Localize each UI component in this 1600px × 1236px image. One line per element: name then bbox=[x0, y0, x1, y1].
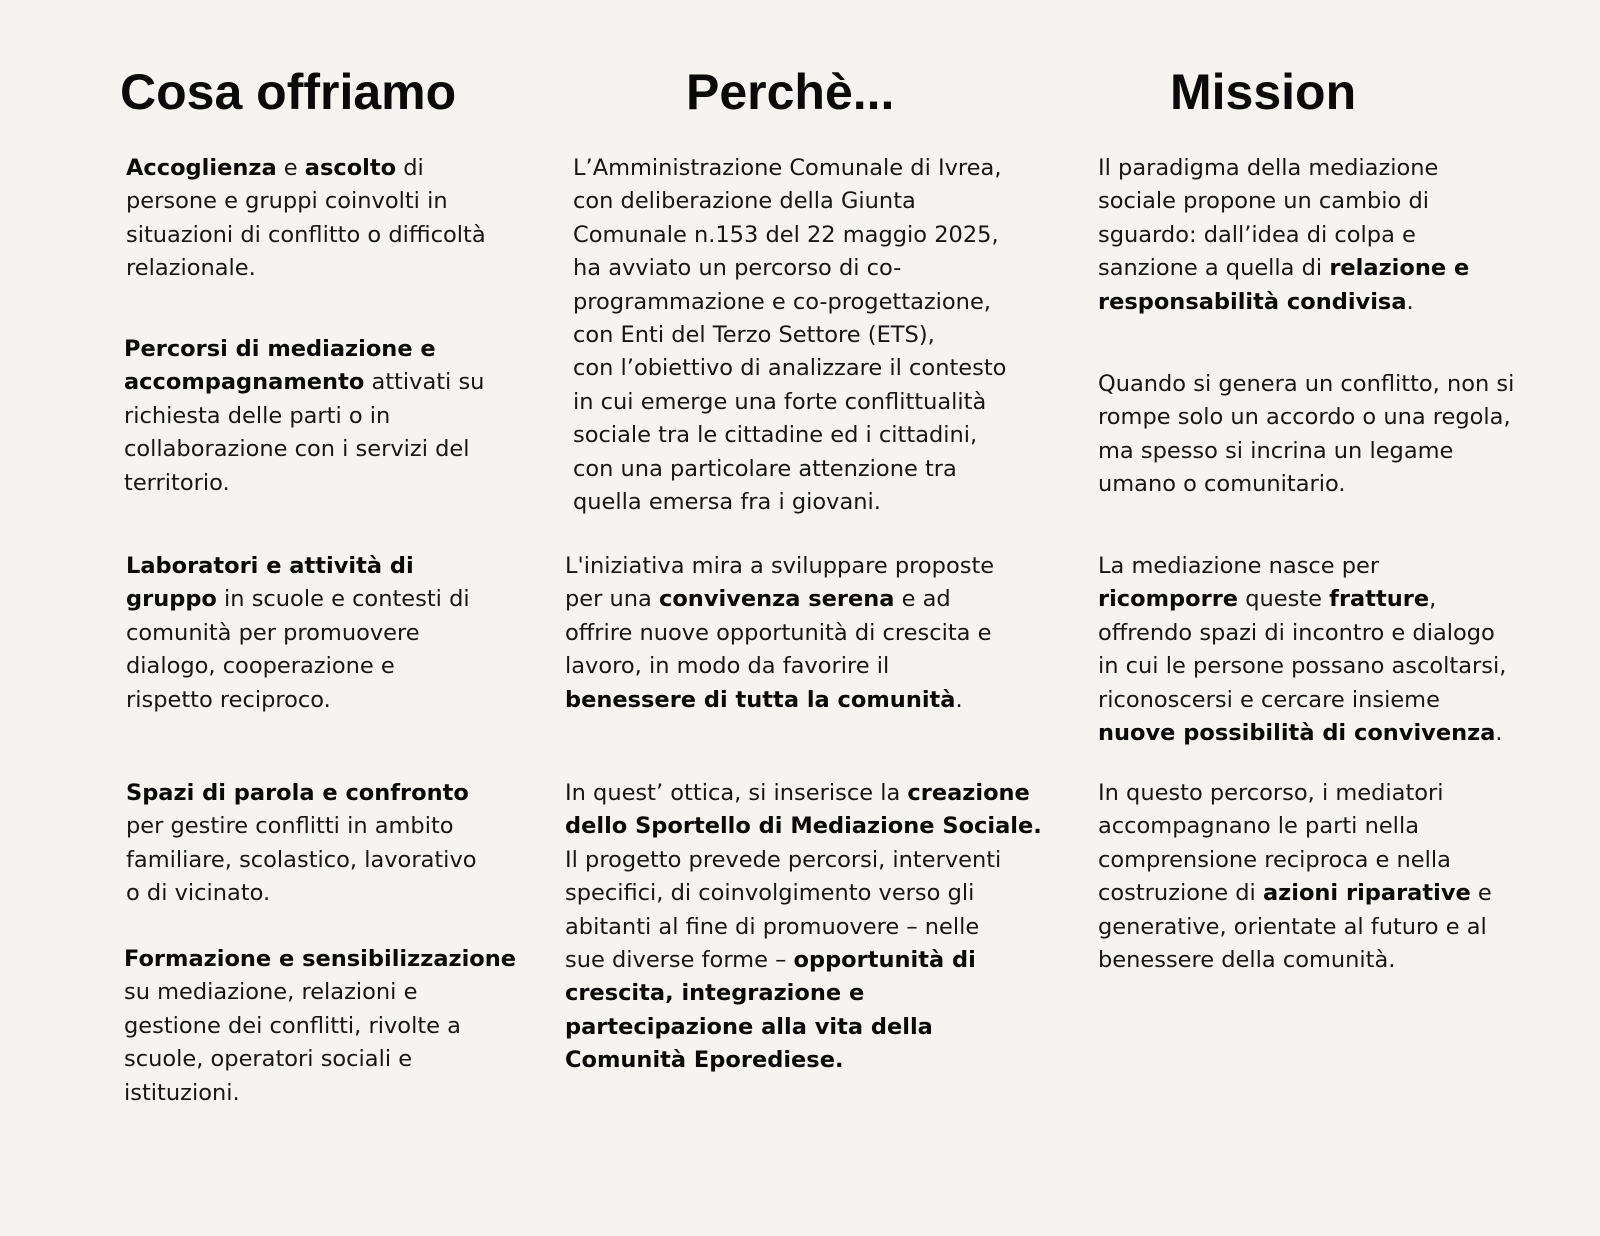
text-line bbox=[573, 486, 1006, 519]
text-line bbox=[1098, 252, 1469, 285]
text-run: per una bbox=[565, 586, 659, 613]
bold-text-run: partecipazione alla vita della bbox=[565, 1013, 933, 1040]
text-line bbox=[1098, 684, 1506, 717]
text-line bbox=[1098, 401, 1514, 434]
text-run: costruzione di bbox=[1098, 880, 1263, 907]
text-run: istituzioni. bbox=[124, 1079, 240, 1106]
bold-text-run: creazione bbox=[907, 780, 1030, 806]
why-paragraph-amministrazione bbox=[573, 152, 1006, 519]
bold-text-run: ascolto bbox=[304, 155, 397, 181]
text-run: programmazione e co-progettazione, bbox=[573, 288, 991, 315]
text-line bbox=[126, 877, 477, 910]
bold-text-run: responsabilità condivisa bbox=[1098, 288, 1407, 315]
text-run: collaborazione con i servizi del bbox=[124, 436, 470, 463]
text-line bbox=[565, 1044, 1042, 1077]
text-run: o di vicinato. bbox=[126, 880, 271, 907]
text-run: per gestire conflitti in ambito bbox=[126, 813, 454, 840]
text-line bbox=[573, 319, 1006, 352]
text-run: in scuole e contesti di bbox=[216, 586, 470, 613]
text-line bbox=[573, 419, 1006, 452]
bold-text-run: crescita, integrazione e bbox=[565, 980, 865, 1007]
text-line bbox=[565, 777, 1042, 810]
text-run: comunità per promuovere bbox=[126, 619, 420, 646]
text-line bbox=[573, 453, 1006, 486]
text-line bbox=[565, 844, 1042, 877]
text-line bbox=[573, 352, 1006, 385]
text-run: quella emersa fra i giovani. bbox=[573, 489, 881, 516]
text-run: in cui le persone possano ascoltarsi, bbox=[1098, 653, 1507, 680]
text-line bbox=[126, 777, 477, 810]
text-line bbox=[573, 286, 1006, 319]
text-line bbox=[124, 1077, 516, 1110]
text-line bbox=[124, 976, 516, 1009]
text-line bbox=[573, 185, 1006, 218]
text-line bbox=[565, 550, 994, 583]
text-run: situazioni di conflitto o difficoltà bbox=[126, 221, 486, 248]
bold-text-run: benessere di tutta la comunità bbox=[565, 686, 956, 713]
text-line bbox=[126, 617, 470, 650]
text-line bbox=[565, 944, 1042, 977]
text-line bbox=[1098, 468, 1514, 501]
text-line bbox=[126, 844, 477, 877]
text-line bbox=[1098, 152, 1469, 185]
text-run: L'iniziativa mira a sviluppare proposte bbox=[565, 553, 995, 579]
text-line bbox=[124, 1043, 516, 1076]
offer-paragraph-laboratori bbox=[126, 550, 470, 717]
text-run: In questo percorso, i mediatori bbox=[1098, 780, 1444, 806]
text-run: generative, orientate al futuro e al bbox=[1098, 913, 1487, 940]
text-line bbox=[1098, 717, 1506, 750]
text-run: abitanti al fine di promuovere – nelle bbox=[565, 913, 980, 940]
text-line bbox=[1098, 777, 1492, 810]
text-line bbox=[126, 550, 470, 583]
text-line bbox=[1098, 550, 1506, 583]
text-line bbox=[126, 650, 470, 683]
text-run: . bbox=[1406, 288, 1414, 315]
bold-text-run: nuove possibilità di convivenza bbox=[1098, 720, 1496, 747]
text-line bbox=[126, 219, 486, 252]
text-run: Comunale n.153 del 22 maggio 2025, bbox=[573, 221, 999, 248]
text-line bbox=[124, 467, 484, 500]
text-line bbox=[565, 583, 994, 616]
heading-perche: Perchè... bbox=[686, 64, 895, 120]
text-run: . bbox=[955, 686, 963, 713]
text-line bbox=[1098, 583, 1506, 616]
text-line bbox=[565, 810, 1042, 843]
text-run: sanzione a quella di bbox=[1098, 255, 1330, 282]
text-line bbox=[573, 252, 1006, 285]
bold-text-run: ricomporre bbox=[1098, 586, 1239, 613]
offer-paragraph-formazione bbox=[124, 943, 516, 1110]
text-line bbox=[573, 152, 1006, 185]
text-line bbox=[126, 583, 470, 616]
bold-text-run: accompagnamento bbox=[124, 369, 365, 396]
text-run: gestione dei conflitti, rivolte a bbox=[124, 1012, 461, 1039]
text-line bbox=[573, 219, 1006, 252]
text-run: rompe solo un accordo o una regola, bbox=[1098, 404, 1511, 431]
bold-text-run: azioni riparative bbox=[1262, 880, 1471, 907]
text-line bbox=[565, 877, 1042, 910]
text-run: in cui emerge una forte conflittualità bbox=[573, 388, 987, 415]
text-line bbox=[126, 185, 486, 218]
text-run: con Enti del Terzo Settore (ETS), bbox=[573, 322, 935, 349]
text-line bbox=[1098, 877, 1492, 910]
text-line bbox=[1098, 368, 1514, 401]
text-run: territorio. bbox=[124, 469, 230, 496]
mission-paragraph-mediazione bbox=[1098, 550, 1506, 750]
text-line bbox=[124, 333, 484, 366]
text-run: comprensione reciproca e nella bbox=[1098, 846, 1451, 873]
mission-paragraph-percorso bbox=[1098, 777, 1492, 977]
bold-text-run: Percorsi di mediazione e bbox=[124, 336, 436, 362]
text-run: . bbox=[1495, 720, 1503, 747]
text-run: e bbox=[276, 155, 305, 181]
text-line bbox=[124, 943, 516, 976]
text-run: relazionale. bbox=[126, 255, 256, 282]
text-run: e ad bbox=[894, 586, 951, 613]
text-run: offrire nuove opportunità di crescita e bbox=[565, 619, 992, 646]
text-line bbox=[1098, 944, 1492, 977]
text-run: Il paradigma della mediazione bbox=[1098, 155, 1439, 181]
text-run: queste bbox=[1238, 586, 1330, 613]
text-line bbox=[126, 810, 477, 843]
text-line bbox=[126, 152, 486, 185]
bold-text-run: dello Sportello di Mediazione Sociale. bbox=[565, 813, 1042, 840]
text-run: specifici, di coinvolgimento verso gli bbox=[565, 880, 975, 907]
text-run: dialogo, cooperazione e bbox=[126, 653, 395, 680]
text-line bbox=[1098, 617, 1506, 650]
text-line bbox=[1098, 810, 1492, 843]
text-run: richiesta delle parti o in bbox=[124, 402, 391, 429]
text-run: familiare, scolastico, lavorativo bbox=[126, 846, 477, 873]
text-run: In quest’ ottica, si inserisce la bbox=[565, 780, 908, 806]
text-line bbox=[1098, 185, 1469, 218]
bold-text-run: Laboratori e attività di bbox=[126, 553, 414, 579]
text-run: con deliberazione della Giunta bbox=[573, 188, 916, 215]
bold-text-run: Formazione e sensibilizzazione bbox=[124, 946, 517, 972]
bold-text-run: relazione e bbox=[1329, 255, 1470, 282]
text-line bbox=[565, 617, 994, 650]
text-line bbox=[126, 252, 486, 285]
text-run: con l’obiettivo di analizzare il contesto bbox=[573, 355, 1007, 382]
offer-paragraph-accoglienza bbox=[126, 152, 486, 286]
text-run: con una particolare attenzione tra bbox=[573, 455, 957, 482]
offer-paragraph-percorsi bbox=[124, 333, 484, 500]
text-line bbox=[565, 1011, 1042, 1044]
bold-text-run: opportunità di bbox=[793, 947, 976, 974]
bold-text-run: gruppo bbox=[126, 586, 217, 613]
text-line bbox=[124, 400, 484, 433]
text-line bbox=[1098, 844, 1492, 877]
text-run: riconoscersi e cercare insieme bbox=[1098, 686, 1440, 713]
text-line bbox=[124, 366, 484, 399]
bold-text-run: Accoglienza bbox=[126, 155, 277, 181]
text-line bbox=[565, 650, 994, 683]
text-run: sociale tra le cittadine ed i cittadini, bbox=[573, 422, 978, 449]
mission-paragraph-paradigma bbox=[1098, 152, 1469, 319]
text-line bbox=[1098, 911, 1492, 944]
text-run: rispetto reciproco. bbox=[126, 686, 331, 713]
text-line bbox=[1098, 219, 1469, 252]
bold-text-run: fratture bbox=[1329, 586, 1430, 613]
text-run: ha avviato un percorso di co- bbox=[573, 255, 902, 282]
bold-text-run: Comunità Eporediese. bbox=[565, 1047, 844, 1074]
text-line bbox=[565, 911, 1042, 944]
text-run: Quando si genera un conflitto, non si bbox=[1098, 371, 1515, 397]
text-run: accompagnano le parti nella bbox=[1098, 813, 1419, 840]
text-line bbox=[1098, 435, 1514, 468]
text-run: ma spesso si incrina un legame bbox=[1098, 437, 1454, 464]
text-line bbox=[565, 684, 994, 717]
text-run: su mediazione, relazioni e bbox=[124, 979, 418, 1006]
text-run: offrendo spazi di incontro e dialogo bbox=[1098, 619, 1495, 646]
text-line bbox=[1098, 286, 1469, 319]
text-run: benessere della comunità. bbox=[1098, 947, 1396, 974]
text-run: scuole, operatori sociali e bbox=[124, 1046, 413, 1073]
text-run: sociale propone un cambio di bbox=[1098, 188, 1429, 215]
text-run: sue diverse forme – bbox=[565, 947, 794, 974]
why-paragraph-iniziativa bbox=[565, 550, 994, 717]
text-run: persone e gruppi coinvolti in bbox=[126, 188, 448, 215]
text-run: Il progetto prevede percorsi, interventi bbox=[565, 846, 1002, 873]
bold-text-run: Spazi di parola e confronto bbox=[126, 780, 469, 806]
heading-cosa-offriamo: Cosa offriamo bbox=[120, 64, 457, 120]
offer-paragraph-spazi bbox=[126, 777, 477, 911]
text-line bbox=[565, 977, 1042, 1010]
text-run: e bbox=[1470, 880, 1492, 907]
text-run: La mediazione nasce per bbox=[1098, 553, 1380, 579]
text-run: umano o comunitario. bbox=[1098, 471, 1346, 498]
text-run: attivati su bbox=[364, 369, 485, 396]
text-run: lavoro, in modo da favorire il bbox=[565, 653, 890, 680]
bold-text-run: convivenza serena bbox=[659, 586, 895, 613]
text-line bbox=[124, 433, 484, 466]
mission-paragraph-conflitto bbox=[1098, 368, 1514, 502]
text-line bbox=[126, 684, 470, 717]
text-line bbox=[573, 386, 1006, 419]
text-run: L’Amministrazione Comunale di Ivrea, bbox=[573, 155, 1002, 181]
text-run: , bbox=[1429, 586, 1437, 613]
text-line bbox=[124, 1010, 516, 1043]
text-run: sguardo: dall’idea di colpa e bbox=[1098, 221, 1416, 248]
text-line bbox=[1098, 650, 1506, 683]
heading-mission: Mission bbox=[1170, 64, 1357, 120]
text-run: di bbox=[396, 155, 424, 181]
why-paragraph-sportello bbox=[565, 777, 1042, 1078]
